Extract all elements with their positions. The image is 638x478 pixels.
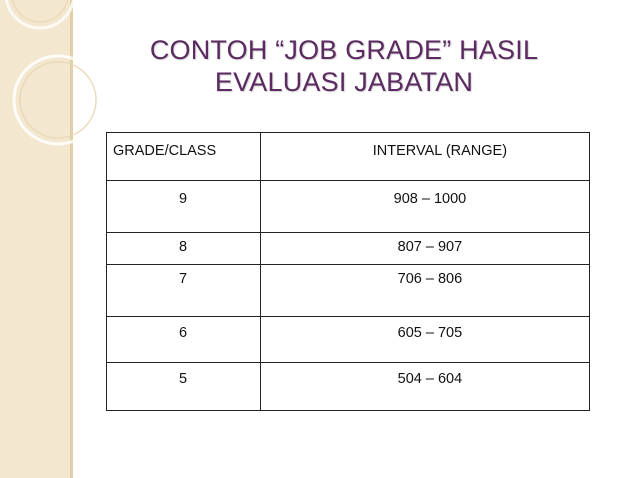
range-value: 504 – 604 <box>397 371 463 387</box>
range-cell <box>260 265 589 317</box>
grade-cell <box>107 181 261 233</box>
range-value: 908 – 1000 <box>393 191 467 207</box>
grade-value: 8 <box>179 239 188 255</box>
table-row <box>107 181 590 233</box>
grade-cell <box>107 317 261 363</box>
grade-value: 9 <box>179 191 188 207</box>
range-cell <box>260 181 589 233</box>
grade-value: 6 <box>179 325 188 341</box>
grade-cell <box>107 233 261 265</box>
header-interval-range <box>260 133 589 181</box>
header-grade-class-label: GRADE/CLASS <box>113 143 217 159</box>
range-cell <box>260 233 589 265</box>
table-row <box>107 317 590 363</box>
table-row <box>107 363 590 411</box>
range-cell <box>260 317 589 363</box>
grade-cell <box>107 363 261 411</box>
grade-cell <box>107 265 261 317</box>
slide-title-line-2: EVALUASI JABATAN <box>214 67 474 97</box>
grade-value: 7 <box>179 271 188 287</box>
table-row <box>107 233 590 265</box>
grade-value: 5 <box>179 371 188 387</box>
range-value: 605 – 705 <box>397 325 463 341</box>
decorative-sidebar <box>0 0 73 478</box>
range-value: 706 – 806 <box>397 271 463 287</box>
slide-title <box>110 34 578 98</box>
table-row <box>107 265 590 317</box>
range-value: 807 – 907 <box>397 239 463 255</box>
slide-title-line-1: CONTOH “JOB GRADE” HASIL <box>149 35 539 65</box>
header-interval-range-label: INTERVAL (RANGE) <box>372 143 508 159</box>
job-grade-table <box>106 132 590 411</box>
range-cell <box>260 363 589 411</box>
table-header-row <box>107 133 590 181</box>
header-grade-class <box>107 133 261 181</box>
